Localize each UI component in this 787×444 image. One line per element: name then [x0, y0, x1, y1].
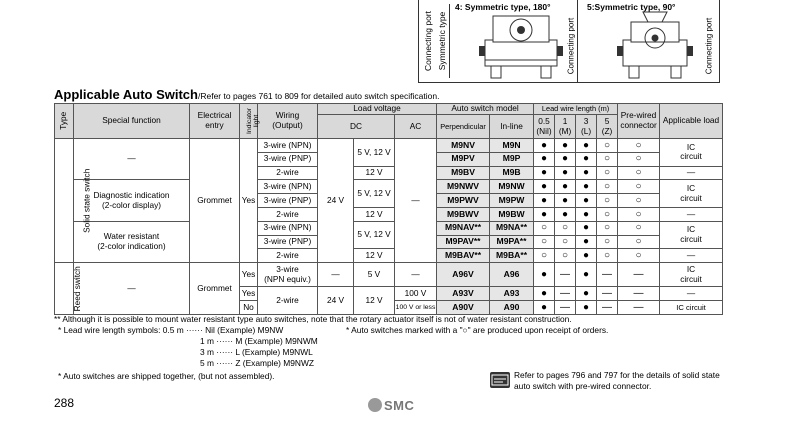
- smc-logo-icon: [368, 398, 382, 412]
- lead-1: ●: [555, 180, 576, 194]
- dc-voltage: —: [318, 263, 354, 287]
- model-in-line: M9P: [490, 152, 534, 166]
- model-perpendicular: M9NWV: [437, 180, 490, 194]
- table-row: [55, 180, 723, 194]
- lead-05: ●: [534, 300, 555, 314]
- dc-voltage: 5 V, 12 V: [354, 180, 395, 208]
- dc-voltage: 12 V: [354, 287, 395, 315]
- lead-5: ○: [597, 152, 618, 166]
- ac-voltage: —: [395, 139, 437, 263]
- connecting-port-diagram: [418, 0, 720, 83]
- lead-05: ●: [534, 139, 555, 153]
- prewired: ○: [618, 152, 660, 166]
- smc-logo: SMC: [368, 398, 414, 413]
- table-row: [55, 139, 723, 153]
- lead-3: ●: [576, 180, 597, 194]
- wiring-cell: 3-wire (NPN): [258, 221, 318, 235]
- lead-05: ●: [534, 287, 555, 301]
- type-solid-state: Solid state switch: [55, 139, 74, 263]
- special-function-water-resistant: Water resistant (2-color indication): [74, 221, 190, 262]
- type4-title: 4: Symmetric type, 180°: [455, 2, 551, 12]
- dc-voltage: 5 V, 12 V: [354, 221, 395, 249]
- lead-05: ●: [534, 152, 555, 166]
- page-number: 288: [54, 396, 75, 410]
- lead-3: ●: [576, 249, 597, 263]
- header-lead-05: 0.5 (Nil): [534, 115, 555, 139]
- load-ic: IC circuit: [660, 139, 723, 167]
- model-in-line: M9B: [490, 166, 534, 180]
- lead-5: ○: [597, 166, 618, 180]
- lead-3: ●: [576, 152, 597, 166]
- lead-05: ●: [534, 207, 555, 221]
- lead-1: ○: [555, 249, 576, 263]
- lead-5: ○: [597, 194, 618, 208]
- note-lead-wire-3m: 3 m ······ L (Example) M9NWL: [200, 347, 313, 357]
- dc-voltage: 5 V, 12 V: [354, 139, 395, 167]
- symmetric-180-drawing: [479, 10, 563, 82]
- type5-title: 5:Symmetric type, 90°: [587, 2, 676, 12]
- prewired: ○: [618, 139, 660, 153]
- lead-1: ●: [555, 152, 576, 166]
- wiring-cell: 2-wire: [258, 249, 318, 263]
- header-auto-switch-model: Auto switch model: [437, 104, 534, 115]
- prewired: ○: [618, 235, 660, 249]
- lead-5: ○: [597, 249, 618, 263]
- model-in-line: M9N: [490, 139, 534, 153]
- wiring-cell: 3-wire (PNP): [258, 194, 318, 208]
- dc-24v: 24 V: [318, 139, 354, 263]
- lead-3: ●: [576, 221, 597, 235]
- dc-voltage: 12 V: [354, 166, 395, 180]
- lead-3: ●: [576, 263, 597, 287]
- model-in-line: M9NW: [490, 180, 534, 194]
- ac-voltage: 100 V or less: [395, 300, 437, 314]
- lead-3: ●: [576, 235, 597, 249]
- lead-3: ●: [576, 287, 597, 301]
- header-lead-5: 5 (Z): [597, 115, 618, 139]
- load-ic: IC circuit: [660, 180, 723, 208]
- model-in-line: M9BW: [490, 207, 534, 221]
- ac-voltage: —: [395, 263, 437, 287]
- lead-3: ●: [576, 194, 597, 208]
- header-dc: DC: [318, 115, 395, 139]
- model-in-line: M9PW: [490, 194, 534, 208]
- table-row: [55, 221, 723, 235]
- lead-5: ○: [597, 235, 618, 249]
- header-lead-3: 3 (L): [576, 115, 597, 139]
- lead-1: ○: [555, 235, 576, 249]
- prewired: —: [618, 263, 660, 287]
- ac-voltage: 100 V: [395, 287, 437, 301]
- prewired: ○: [618, 207, 660, 221]
- lead-5: —: [597, 300, 618, 314]
- model-in-line: M9PA**: [490, 235, 534, 249]
- header-lead-wire-length: Lead wire length (m): [534, 104, 618, 115]
- type-reed: Reed switch: [55, 263, 74, 315]
- prewired: ○: [618, 194, 660, 208]
- load-dash: —: [660, 287, 723, 301]
- section-subtitle: /Refer to pages 761 to 809 for detailed auto switch specification.: [197, 91, 440, 101]
- lead-1: ●: [555, 207, 576, 221]
- entry-grommet: Grommet: [190, 263, 240, 315]
- header-wiring: Wiring (Output): [258, 104, 318, 139]
- lead-1: ●: [555, 139, 576, 153]
- indicator-yes: Yes: [240, 263, 258, 287]
- model-in-line: A96: [490, 263, 534, 287]
- indicator-yes: Yes: [240, 287, 258, 301]
- made-to-order-icon: [490, 372, 510, 388]
- indicator-yes: Yes: [240, 139, 258, 263]
- lead-05: ●: [534, 263, 555, 287]
- note-lead-wire-1m: 1 m ······ M (Example) M9NWM: [200, 336, 318, 346]
- lead-5: ○: [597, 139, 618, 153]
- model-perpendicular: A93V: [437, 287, 490, 301]
- wiring-cell: 3-wire (NPN): [258, 139, 318, 153]
- prewired: —: [618, 300, 660, 314]
- auto-switch-table: [54, 103, 723, 315]
- symmetric-90-drawing: [615, 10, 695, 82]
- note-lead-wire-5m: 5 m ······ Z (Example) M9NWZ: [200, 358, 314, 368]
- special-function-none: —: [74, 263, 190, 315]
- lead-3: ●: [576, 166, 597, 180]
- model-in-line: A90: [490, 300, 534, 314]
- note-prewired-reference: Refer to pages 796 and 797 for the details of solid state auto switch with pre-wired connector.: [514, 370, 720, 391]
- lead-3: ●: [576, 207, 597, 221]
- header-special-function: Special function: [74, 104, 190, 139]
- note-made-to-order: * Auto switches marked with a "○" are produced upon receipt of orders.: [346, 325, 609, 335]
- lead-3: ●: [576, 139, 597, 153]
- model-perpendicular: M9PV: [437, 152, 490, 166]
- load-dash: —: [660, 207, 723, 221]
- load-ic: IC circuit: [660, 263, 723, 287]
- model-perpendicular: M9BAV**: [437, 249, 490, 263]
- port-label-90: Connecting port: [704, 17, 714, 75]
- port-label-180: Connecting port: [566, 17, 576, 75]
- dc-voltage: 12 V: [354, 207, 395, 221]
- prewired: ○: [618, 221, 660, 235]
- lead-5: ○: [597, 180, 618, 194]
- header-lead-1: 1 (M): [555, 115, 576, 139]
- model-perpendicular: M9PWV: [437, 194, 490, 208]
- lead-1: ○: [555, 221, 576, 235]
- section-title: [54, 86, 439, 104]
- model-in-line: M9NA**: [490, 221, 534, 235]
- model-perpendicular: M9NV: [437, 139, 490, 153]
- wiring-cell: 2-wire: [258, 287, 318, 315]
- prewired: —: [618, 287, 660, 301]
- lead-1: —: [555, 287, 576, 301]
- dc-24v: 24 V: [318, 287, 354, 315]
- lead-5: ○: [597, 207, 618, 221]
- header-prewired-connector: Pre-wired connector: [618, 104, 660, 139]
- wiring-cell: 3-wire (NPN): [258, 180, 318, 194]
- load-dash: —: [660, 249, 723, 263]
- prewired: ○: [618, 249, 660, 263]
- lead-05: ○: [534, 221, 555, 235]
- model-in-line: A93: [490, 287, 534, 301]
- lead-05: ●: [534, 194, 555, 208]
- wiring-cell: 2-wire: [258, 207, 318, 221]
- header-type: Type: [55, 104, 74, 139]
- lead-5: —: [597, 263, 618, 287]
- header-applicable-load: Applicable load: [660, 104, 723, 139]
- load-ic: IC circuit: [660, 221, 723, 249]
- model-in-line: M9BA**: [490, 249, 534, 263]
- lead-3: ●: [576, 300, 597, 314]
- lead-1: ●: [555, 166, 576, 180]
- header-in-line: In-line: [490, 115, 534, 139]
- model-perpendicular: M9BWV: [437, 207, 490, 221]
- special-function-none: —: [74, 139, 190, 180]
- lead-1: —: [555, 263, 576, 287]
- entry-grommet: Grommet: [190, 139, 240, 263]
- wiring-cell: 3-wire (NPN equiv.): [258, 263, 318, 287]
- model-perpendicular: M9PAV**: [437, 235, 490, 249]
- lead-05: ●: [534, 180, 555, 194]
- model-perpendicular: A96V: [437, 263, 490, 287]
- lead-1: —: [555, 300, 576, 314]
- header-load-voltage: Load voltage: [318, 104, 437, 115]
- prewired: ○: [618, 180, 660, 194]
- indicator-no: No: [240, 300, 258, 314]
- header-electrical-entry: Electrical entry: [190, 104, 240, 139]
- dc-voltage: 12 V: [354, 249, 395, 263]
- note-shipped-together: * Auto switches are shipped together, (but not assembled).: [58, 371, 275, 381]
- header-indicator-light: Indicator light: [240, 104, 258, 139]
- row-label-connecting-port: Connecting port: [423, 10, 433, 72]
- prewired: ○: [618, 166, 660, 180]
- lead-05: ○: [534, 235, 555, 249]
- model-perpendicular: A90V: [437, 300, 490, 314]
- note-water-resistant: ** Although it is possible to mount water resistant type auto switches, note that the rotary actuator itself is not of water resistant construction.: [54, 314, 572, 324]
- wiring-cell: 3-wire (PNP): [258, 152, 318, 166]
- lead-05: ○: [534, 249, 555, 263]
- header-ac: AC: [395, 115, 437, 139]
- wiring-cell: 3-wire (PNP): [258, 235, 318, 249]
- row-label-symmetric: Symmetric type: [435, 4, 450, 78]
- lead-5: ○: [597, 221, 618, 235]
- model-perpendicular: M9BV: [437, 166, 490, 180]
- lead-5: —: [597, 287, 618, 301]
- note-lead-wire-symbols: * Lead wire length symbols: 0.5 m ······ Nil (Example) M9NW: [58, 325, 284, 335]
- header-perpendicular: Perpendicular: [437, 115, 490, 139]
- table-row: [55, 263, 723, 287]
- model-perpendicular: M9NAV**: [437, 221, 490, 235]
- dc-voltage: 5 V: [354, 263, 395, 287]
- wiring-cell: 2-wire: [258, 166, 318, 180]
- section-title-main: Applicable Auto Switch: [54, 87, 198, 102]
- special-function-diagnostic: Diagnostic indication (2-color display): [74, 180, 190, 221]
- load-ic-circuit: IC circuit: [660, 300, 723, 314]
- lead-1: ●: [555, 194, 576, 208]
- load-dash: —: [660, 166, 723, 180]
- lead-05: ●: [534, 166, 555, 180]
